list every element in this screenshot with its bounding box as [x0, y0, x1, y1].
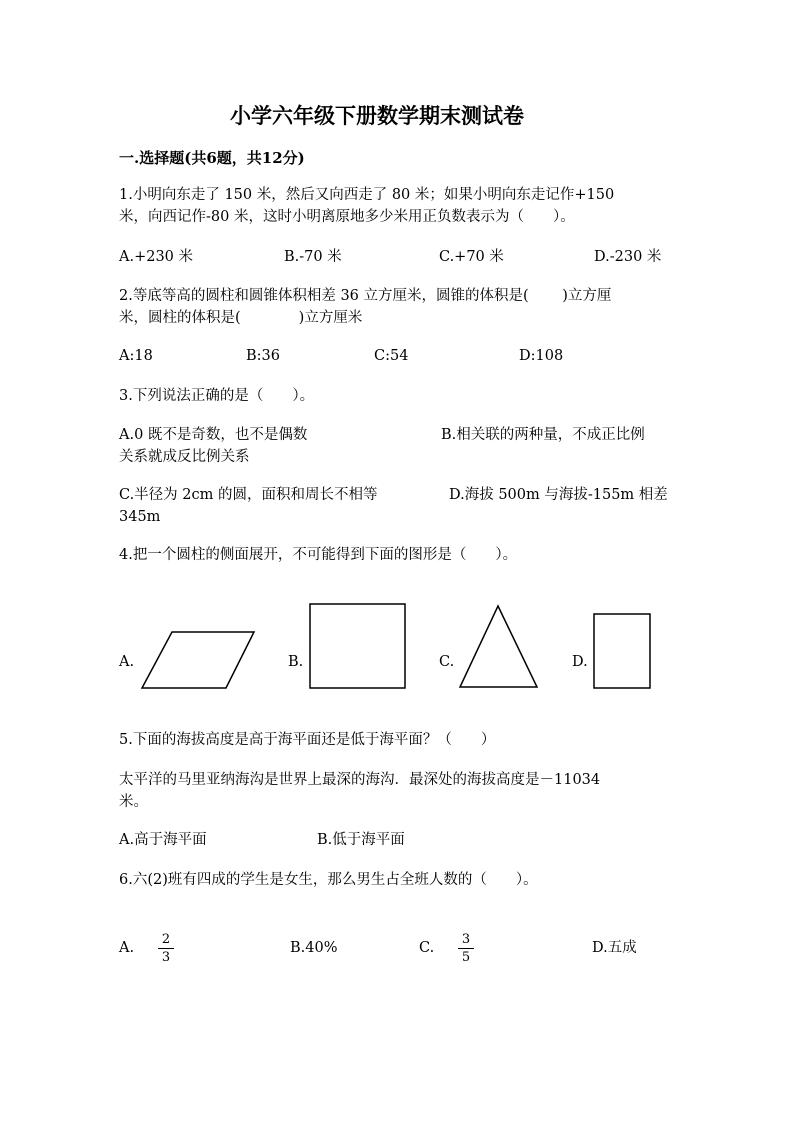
q4-option-c[interactable]: C.	[439, 654, 455, 670]
q4-stem: 4.把一个圆柱的侧面展开，不可能得到下面的图形是（ ）。	[119, 547, 518, 563]
q5-info-line1: 太平洋的马里亚纳海沟是世界上最深的海沟．最深处的海拔高度是－11034	[119, 772, 601, 788]
square-shape	[310, 604, 405, 688]
q1-stem-line1: 1.小明向东走了 150 米，然后又向西走了 80 米；如果小明向东走记作+150	[119, 187, 615, 203]
q1-option-d[interactable]: D.-230 米	[594, 249, 662, 265]
q3-option-c[interactable]: C.半径为 2cm 的圆，面积和周长不相等	[119, 487, 378, 503]
triangle-shape	[460, 606, 537, 687]
fraction-numerator: 2	[161, 932, 171, 947]
q4-option-d[interactable]: D.	[572, 654, 588, 670]
rectangle-shape	[594, 614, 650, 688]
q3-option-a[interactable]: A.0 既不是奇数，也不是偶数	[119, 427, 308, 443]
q1-option-c[interactable]: C.+70 米	[439, 249, 504, 265]
q6-option-a[interactable]: A.	[119, 940, 135, 956]
q4-option-b[interactable]: B.	[288, 654, 304, 670]
q4-option-a[interactable]: A.	[119, 654, 135, 670]
q1-stem-line2: 米，向西记作-80 米，这时小明离原地多少米用正负数表示为（ ）。	[119, 209, 575, 225]
q3-stem: 3.下列说法正确的是（ ）。	[119, 388, 315, 404]
q6-option-d[interactable]: D.五成	[592, 940, 637, 956]
fraction-numerator: 3	[461, 932, 471, 947]
q3-option-d-line2[interactable]: 345m	[119, 509, 161, 525]
q2-option-c[interactable]: C:54	[374, 348, 409, 364]
q3-option-b-line1[interactable]: B.相关联的两种量，不成正比例	[441, 427, 645, 443]
q6-option-c-fraction	[458, 932, 474, 965]
q3-option-b-line2[interactable]: 关系就成反比例关系	[119, 449, 250, 465]
fraction-denominator: 3	[161, 950, 171, 965]
q5-stem: 5.下面的海拔高度是高于海平面还是低于海平面？（ ）	[119, 732, 496, 748]
q2-option-d[interactable]: D:108	[519, 348, 564, 364]
q2-option-b[interactable]: B:36	[246, 348, 280, 364]
q6-option-a-fraction	[158, 932, 174, 965]
q3-option-d-line1[interactable]: D.海拔 500m 与海拔-155m 相差	[449, 487, 668, 503]
q5-option-a[interactable]: A.高于海平面	[119, 832, 207, 848]
q2-stem-line1: 2.等底等高的圆柱和圆锥体积相差 36 立方厘米，圆锥的体积是( )立方厘	[119, 288, 612, 304]
q5-info-line2: 米。	[119, 794, 148, 810]
q1-option-b[interactable]: B.-70 米	[284, 249, 342, 265]
fraction-denominator: 5	[461, 950, 471, 965]
q2-stem-line2: 米，圆柱的体积是( )立方厘米	[119, 310, 363, 326]
q6-option-c[interactable]: C.	[419, 940, 435, 956]
q1-option-a[interactable]: A.+230 米	[119, 249, 194, 265]
q5-option-b[interactable]: B.低于海平面	[317, 832, 405, 848]
page-title: 小学六年级下册数学期末测试卷	[230, 103, 524, 128]
q2-option-a[interactable]: A:18	[119, 348, 153, 364]
section-heading: 一.选择题(共6题，共12分)	[119, 149, 305, 167]
q6-stem: 6.六(2)班有四成的学生是女生，那么男生占全班人数的（ ）。	[119, 872, 538, 888]
parallelogram-shape	[142, 632, 254, 688]
q6-option-b[interactable]: B.40%	[290, 940, 338, 956]
